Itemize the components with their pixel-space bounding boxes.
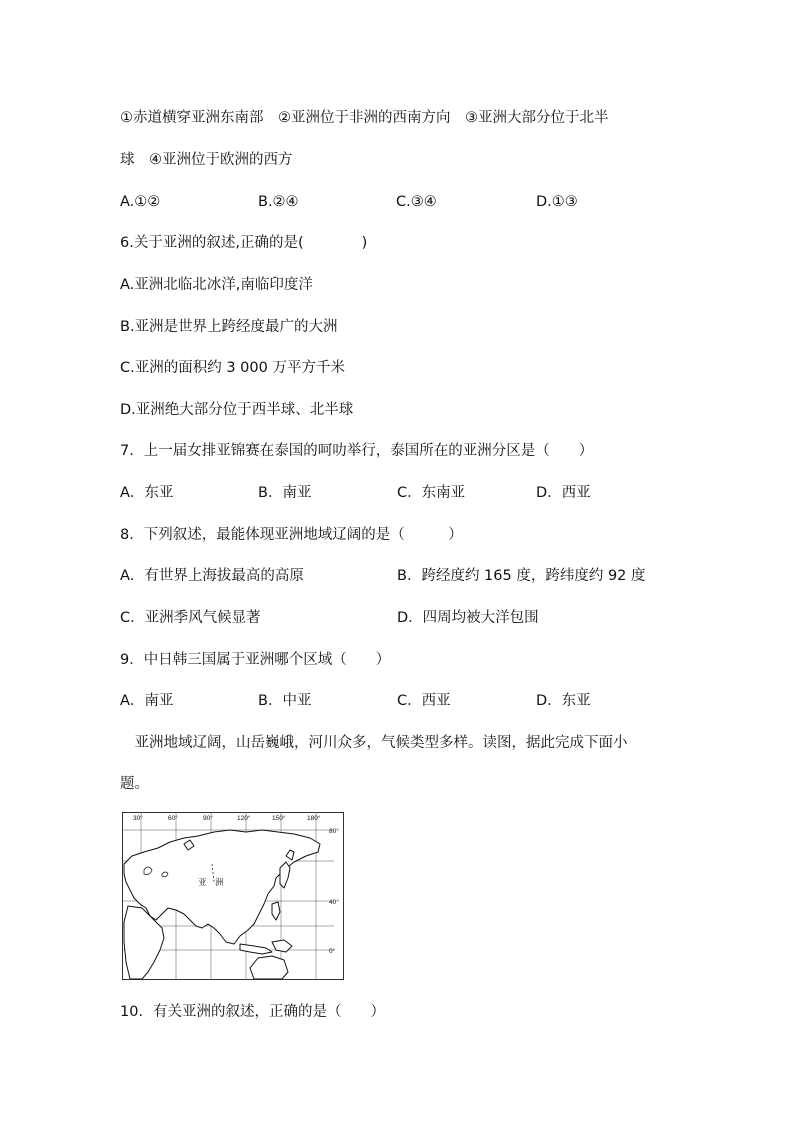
q9-option-c: C．西亚 <box>397 693 451 709</box>
q9-option-a: A．南亚 <box>120 693 174 709</box>
q6-option-b: B.亚洲是世界上跨经度最广的大洲 <box>120 319 338 335</box>
q8-option-a: A．有世界上海拔最高的高原 <box>120 568 304 584</box>
q9-option-b: B．中亚 <box>258 693 312 709</box>
question-10: 10．有关亚洲的叙述，正确的是（ ） <box>120 1004 385 1020</box>
q7-option-a: A．东亚 <box>120 485 174 501</box>
q8-option-d: D．四周均被大洋包围 <box>397 610 539 626</box>
q8-option-b: B．跨经度约 165 度，跨纬度约 92 度 <box>397 568 646 584</box>
latitude-label-80: 80° <box>329 828 339 835</box>
q8-option-c: C．亚洲季风气候显著 <box>120 610 261 626</box>
reading-passage-1: 亚洲地域辽阔，山岳巍峨，河川众多，气候类型多样。读图，据此完成下面小 <box>120 735 628 751</box>
question-9: 9．中日韩三国属于亚洲哪个区域（ ） <box>120 652 391 668</box>
q7-option-b: B．南亚 <box>258 485 312 501</box>
line-statements-2: 球 ④亚洲位于欧洲的西方 <box>120 152 293 168</box>
line-statements-1: ①赤道横穿亚洲东南部 ②亚洲位于非洲的西南方向 ③亚洲大部分位于北半 <box>120 110 609 126</box>
q5-option-a: A.①② <box>120 194 161 210</box>
longitude-label-30: 30° <box>133 815 143 822</box>
q5-option-c: C.③④ <box>396 194 437 210</box>
q6-option-a: A.亚洲北临北冰洋,南临印度洋 <box>120 277 313 293</box>
longitude-label-90: 90° <box>203 815 213 822</box>
longitude-label-120: 120° <box>237 815 251 822</box>
longitude-label-180: 180° <box>307 815 321 822</box>
q5-option-d: D.①③ <box>536 194 578 210</box>
question-6: 6.关于亚洲的叙述,正确的是( ) <box>120 235 368 251</box>
q6-option-c: C.亚洲的面积约 3 000 万平方千米 <box>120 360 345 376</box>
map-region-label: 亚 洲 <box>198 877 224 887</box>
longitude-label-150: 150° <box>272 815 286 822</box>
q7-option-c: C．东南亚 <box>397 485 466 501</box>
question-8: 8．下列叙述，最能体现亚洲地域辽阔的是（ ） <box>120 527 463 543</box>
q9-option-d: D．东亚 <box>536 693 591 709</box>
latitude-label-40: 40° <box>329 899 339 906</box>
latitude-label-0: 0° <box>329 948 336 955</box>
reading-passage-2: 题。 <box>120 776 149 792</box>
q5-option-b: B.②④ <box>258 194 299 210</box>
asia-map <box>122 812 344 980</box>
q6-option-d: D.亚洲绝大部分位于西半球、北半球 <box>120 402 354 418</box>
longitude-label-60: 60° <box>168 815 178 822</box>
q7-option-d: D．西亚 <box>536 485 591 501</box>
question-7: 7．上一届女排亚锦赛在泰国的呵叻举行，泰国所在的亚洲分区是（ ） <box>120 443 594 459</box>
